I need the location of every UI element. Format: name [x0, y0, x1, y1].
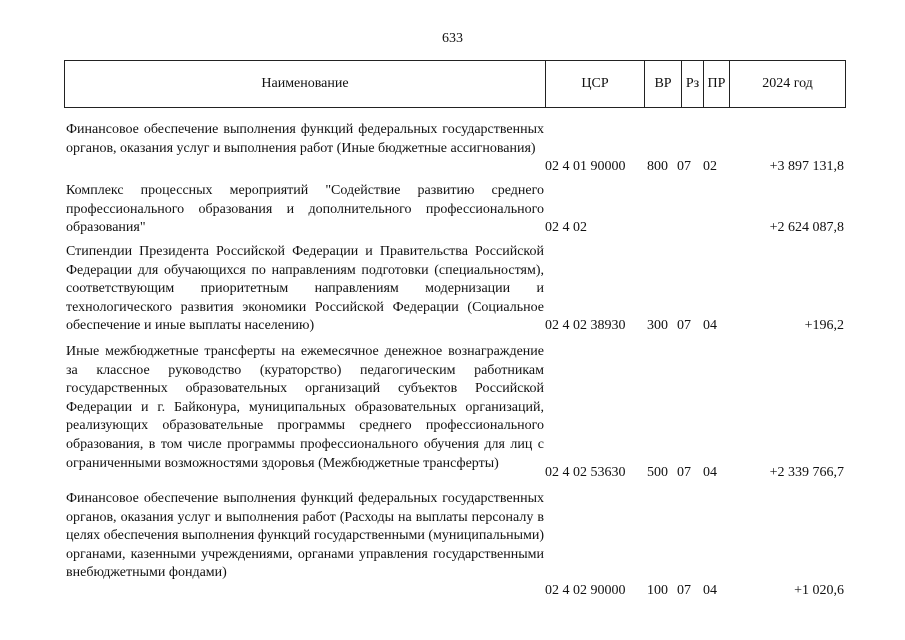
row-amount: +3 897 131,8: [769, 159, 844, 175]
row-csr: 02 4 02 90000: [545, 583, 626, 599]
header-rz: Рз: [682, 61, 704, 107]
row-amount: +2 624 087,8: [769, 220, 844, 236]
row-pr: 02: [703, 159, 717, 175]
page-number: 633: [442, 31, 463, 46]
row-pr: 04: [703, 318, 717, 334]
row-amount: +2 339 766,7: [769, 465, 844, 481]
row-csr: 02 4 02: [545, 220, 587, 236]
table-row: [64, 490, 846, 601]
row-csr: 02 4 02 53630: [545, 465, 626, 481]
row-name: Иные межбюджетные трансферты на ежемесячное денежное вознаграждение за классное руководство (кураторство) педагогическим работникам государственных образовательных организаций субъектов Российской Федерации и г. Байконура, муниципальных образовательных организаций, реализующих образовательные программы среднего профессионального образования, в том числе программы профессионального обучения для лиц с ограниченными возможностями здоровья (Межбюджетные трансферты): [66, 344, 544, 471]
table-row: [64, 343, 846, 483]
row-name: Комплекс процессных мероприятий "Содействие развитию среднего профессионального образования и дополнительного профессионального образования": [66, 183, 544, 236]
table-row: [64, 182, 846, 238]
header-name: Наименование: [65, 61, 546, 107]
row-vr: 800: [647, 159, 668, 175]
row-rz: 07: [677, 465, 691, 481]
row-vr: 300: [647, 318, 668, 334]
header-vr: ВР: [645, 61, 682, 107]
row-vr: 500: [647, 465, 668, 481]
row-name: Финансовое обеспечение выполнения функций федеральных государственных органов, оказания услуг и выполнения работ (Иные бюджетные ассигнования): [66, 122, 544, 156]
table-header: [64, 60, 846, 108]
row-rz: 07: [677, 583, 691, 599]
header-csr: ЦСР: [546, 61, 645, 107]
table-row: [64, 121, 846, 177]
row-pr: 04: [703, 583, 717, 599]
row-amount: +196,2: [804, 318, 844, 334]
row-csr: 02 4 01 90000: [545, 159, 626, 175]
row-amount: +1 020,6: [794, 583, 844, 599]
row-pr: 04: [703, 465, 717, 481]
row-name: Финансовое обеспечение выполнения функций федеральных государственных органов, оказания услуг и выполнения работ (Расходы на выплаты персоналу в целях обеспечения выполнения функций государственными (муниципальными) органами, казенными учреждениями, органами управления государственными внебюджетными фондами): [66, 491, 544, 581]
row-name: Стипендии Президента Российской Федерации и Правительства Российской Федерации для обучающихся по направлениям подготовки (специальностям), соответствующим приоритетным направлениям модернизации и технологического развития экономики Российской Федерации (Социальное обеспечение и иные выплаты населению): [66, 244, 544, 334]
header-pr: ПР: [704, 61, 730, 107]
table-row: [64, 243, 846, 336]
header-year: 2024 год: [762, 76, 813, 91]
row-csr: 02 4 02 38930: [545, 318, 626, 334]
row-vr: 100: [647, 583, 668, 599]
row-rz: 07: [677, 318, 691, 334]
row-rz: 07: [677, 159, 691, 175]
